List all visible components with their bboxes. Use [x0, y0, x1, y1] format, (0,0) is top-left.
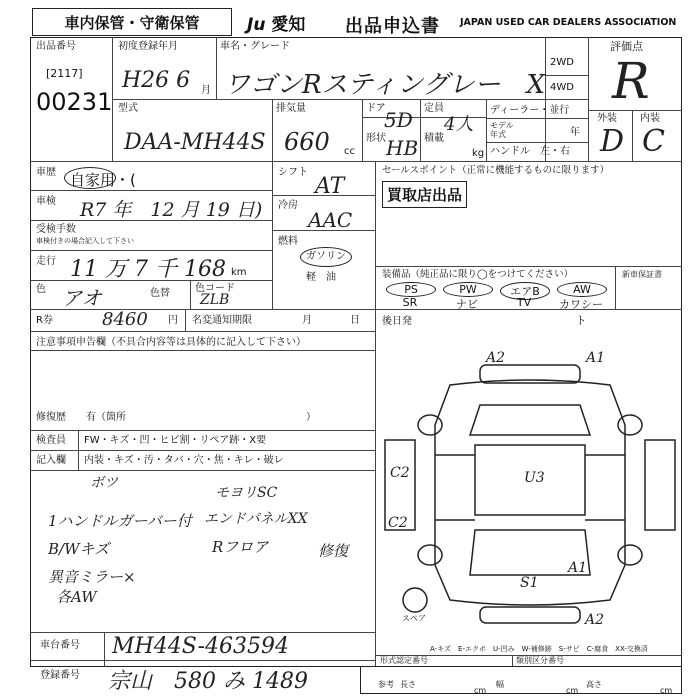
- reg-value: 宗山 580 み 1489: [108, 669, 308, 694]
- note-8: Rフロア: [212, 538, 269, 556]
- warranty-label: 新車保証書: [622, 270, 662, 279]
- receipt-label: 受検手数: [36, 224, 76, 235]
- note-7: エンドパネルXX: [204, 511, 308, 527]
- mark-u3: U3: [524, 470, 545, 486]
- mark-a1-bottom: A1: [568, 560, 588, 576]
- drive-2wd: 2WD: [550, 57, 574, 68]
- equipment-item: ナビ: [456, 298, 478, 311]
- color-value: アオ: [62, 286, 102, 310]
- height-label: 高さ: [586, 680, 602, 689]
- ac-label: 冷房: [278, 200, 298, 211]
- record-label: 記入欄: [36, 455, 66, 466]
- spare-label: スペア: [402, 614, 426, 623]
- ju-logo: Ju 愛知: [247, 15, 306, 35]
- note-5: 各AW: [56, 588, 97, 606]
- year-unit: 年: [570, 127, 580, 138]
- mileage-label: 走行: [36, 256, 56, 267]
- equipment-item: AW: [557, 282, 607, 297]
- repair-history: 修復歴 有（箇所 ）: [36, 412, 316, 423]
- ref-label: 参考: [378, 680, 394, 689]
- kg-unit: kg: [472, 148, 485, 159]
- dealer-import-label: ディーラー・並行: [490, 105, 570, 116]
- sales-point-label: セールスポイント（正常に機能するものに限ります）: [382, 165, 610, 176]
- model-value: DAA-MH44S: [124, 130, 266, 155]
- interior-value: C: [642, 124, 665, 159]
- mark-a2-bottom: A2: [585, 612, 605, 628]
- note-1: ボツ: [90, 475, 118, 491]
- chassis-label: 車台番号: [40, 640, 80, 651]
- capacity-label: 定員: [424, 103, 444, 114]
- mark-s1: S1: [520, 575, 539, 591]
- yen-unit: 円: [168, 315, 178, 326]
- mileage-value: 11 万 7 千 168: [70, 257, 226, 282]
- certno-label: 形式認定番号: [380, 656, 428, 665]
- shift-value: AT: [315, 174, 345, 199]
- note-4: 異音ミラー×: [48, 568, 136, 586]
- exterior-value: D: [600, 124, 625, 159]
- shape-label: 形状: [366, 133, 386, 144]
- doors-value: 5D: [384, 108, 413, 132]
- rating-label: 評価点: [610, 40, 643, 53]
- interior-line: 内装・キズ・汚・タバ・穴・焦・キレ・破レ: [84, 455, 284, 466]
- mark-c2-side: C2: [388, 515, 408, 531]
- cc-unit: cc: [344, 146, 355, 157]
- equipment-item: SR: [402, 296, 418, 309]
- recycle-value: 8460: [102, 309, 148, 330]
- history-value: 自家用・(: [70, 171, 136, 189]
- equipment-item: カワシート: [559, 298, 603, 327]
- recycle-label: R券: [36, 315, 53, 326]
- width-label: 幅: [496, 680, 504, 689]
- damage-legend: A-キズ E-エクボ U-凹み W-補修跡 S-サビ C-腐食 XX-交換済: [430, 645, 648, 653]
- displacement-value: 660: [284, 128, 330, 156]
- exterior-label: 外装: [597, 113, 617, 124]
- shape-value: HB: [386, 136, 419, 160]
- day-unit: 日: [350, 315, 360, 326]
- note-9: 修復: [318, 542, 349, 560]
- displacement-label: 排気量: [276, 103, 306, 114]
- car-name-label: 車名・グレード: [220, 41, 290, 52]
- kaitori-stamp: 買取店出品: [382, 181, 467, 208]
- fuel-diesel: 軽 油: [306, 272, 336, 283]
- note-3: B/Wキズ: [48, 540, 110, 558]
- form-title: 出品申込書: [345, 16, 440, 37]
- doors-label: ドア: [366, 103, 386, 114]
- month-unit: 月: [302, 315, 312, 326]
- handle-label: ハンドル 左・右: [490, 146, 570, 157]
- model-year-label: モデル 年式: [490, 121, 514, 139]
- mark-c2-left: C2: [390, 465, 410, 481]
- first-reg-value: H26 6: [122, 68, 191, 93]
- notes-header: 注意事項申告欄（不具合内容等は具体的に記入して下さい）: [36, 337, 306, 348]
- ac-value: AAC: [308, 208, 353, 232]
- model-label: 型式: [118, 103, 138, 114]
- fuel-label: 燃料: [278, 236, 298, 247]
- note-6: モヨリSC: [215, 485, 278, 501]
- lot-bracket: [2117]: [46, 67, 83, 80]
- class-label: 類別区分番号: [516, 656, 564, 665]
- car-name-value: ワゴンRスティングレー X: [224, 70, 545, 100]
- shift-label: シフト: [278, 167, 308, 178]
- fw-line: FW・キズ・凹・ヒビ割・リペア跡・X要: [84, 435, 267, 446]
- color-no-label: 色替: [150, 288, 170, 299]
- mark-a2-top: A2: [486, 350, 506, 366]
- load-label: 積載: [424, 133, 444, 144]
- cm-2: cm: [566, 686, 579, 695]
- lot-no-label: 出品番号: [36, 41, 76, 52]
- length-label: 長さ: [400, 680, 416, 689]
- inspection-value: R7 年 12 月 19 日): [80, 199, 263, 221]
- association-name: JAPAN USED CAR DEALERS ASSOCIATION: [460, 17, 677, 28]
- color-label: 色: [36, 284, 46, 295]
- rear-window-label: 後日発: [382, 316, 412, 327]
- color-code-value: ZLB: [200, 292, 230, 308]
- first-reg-label: 初度登録年月: [118, 41, 178, 52]
- history-label: 車歴: [36, 167, 56, 178]
- inspection-label: 車検: [36, 196, 56, 207]
- color-code-label: 色コード: [195, 283, 235, 294]
- inspector-label: 検査員: [36, 435, 66, 446]
- drive-4wd: 4WD: [550, 82, 574, 93]
- km-unit: km: [231, 267, 247, 278]
- fuel-gas: ガソリン: [306, 251, 346, 262]
- tax-period-label: 名変通知期限: [192, 315, 252, 326]
- lot-no-value: 00231: [36, 88, 113, 116]
- reg-label: 登録番号: [40, 670, 80, 681]
- equipment-item: TV: [516, 296, 532, 309]
- first-reg-month: 月: [201, 85, 211, 96]
- equipment-item: PW: [443, 282, 493, 297]
- equipment-item: エアB: [500, 282, 550, 300]
- capacity-value: 4人: [444, 114, 474, 135]
- equip-label: 装備品（純正品に限り◯をつけてください）: [382, 269, 574, 280]
- interior-label: 内装: [640, 113, 660, 124]
- equipment-item: PS: [386, 282, 436, 297]
- mark-a1-top: A1: [586, 350, 606, 366]
- cm-1: cm: [474, 686, 487, 695]
- note-2: 1ハンドルガーバー付: [48, 512, 192, 530]
- storage-badge: 車内保管・守衛保管: [32, 8, 232, 36]
- rating-value: R: [612, 52, 650, 110]
- receipt-note: 車検付きの場合記入して下さい: [36, 237, 134, 245]
- chassis-value: MH44S-463594: [112, 634, 289, 659]
- cm-3: cm: [660, 686, 673, 695]
